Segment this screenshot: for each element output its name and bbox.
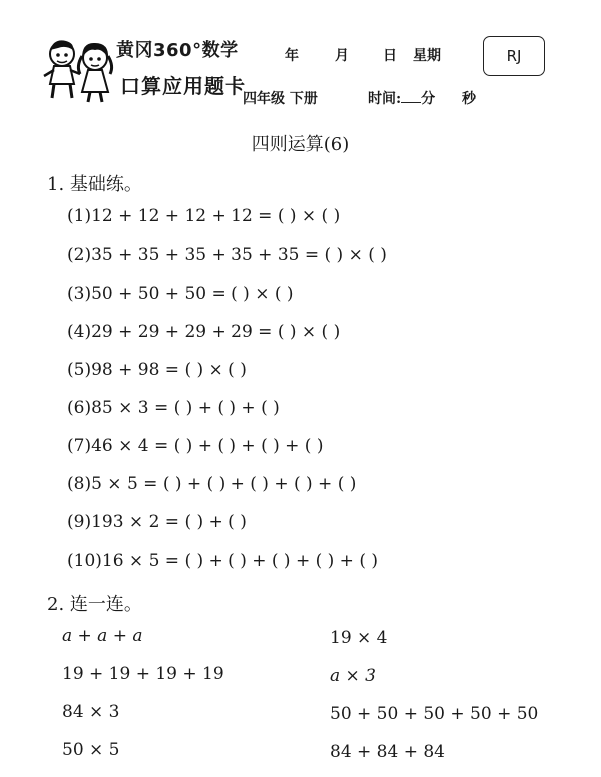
year-label: 年 <box>285 48 299 64</box>
section2-heading: 2. 连一连。 <box>47 594 142 615</box>
brand-title: 黄冈360°数学 <box>116 40 239 61</box>
problem-3: (3)50 + 50 + 50 = ( ) × ( ) <box>67 284 294 304</box>
problem-9: (9)193 × 2 = ( ) + ( ) <box>67 512 247 532</box>
match-left-1[interactable]: a + a + a <box>62 626 143 646</box>
time-field <box>368 88 435 108</box>
time-blank <box>401 90 421 103</box>
problem-8: (8)5 × 5 = ( ) + ( ) + ( ) + ( ) + ( ) <box>67 474 357 494</box>
month-label: 月 <box>335 48 349 64</box>
problem-1: (1)12 + 12 + 12 + 12 = ( ) × ( ) <box>67 206 341 226</box>
edition-badge <box>483 36 545 76</box>
match-right-1[interactable]: 19 × 4 <box>330 628 388 648</box>
seconds-label: 秒 <box>462 91 476 107</box>
problem-10: (10)16 × 5 = ( ) + ( ) + ( ) + ( ) + ( ) <box>67 551 378 571</box>
match-left-4[interactable]: 50 × 5 <box>62 740 120 760</box>
match-right-4[interactable]: 84 + 84 + 84 <box>330 742 445 762</box>
problem-7: (7)46 × 4 = ( ) + ( ) + ( ) + ( ) <box>67 436 324 456</box>
problem-2: (2)35 + 35 + 35 + 35 + 35 = ( ) × ( ) <box>67 245 387 265</box>
brand-subtitle: 口算应用题卡 <box>120 74 246 98</box>
grade-label: 四年级 下册 <box>243 91 318 107</box>
page-title: 四则运算(6) <box>251 134 350 155</box>
match-right-2-text: a × 3 <box>330 666 377 686</box>
match-left-3[interactable]: 84 × 3 <box>62 702 120 722</box>
match-right-2[interactable] <box>330 666 376 686</box>
match-left-2[interactable]: 19 + 19 + 19 + 19 <box>62 664 224 684</box>
section1-heading: 1. 基础练。 <box>47 174 142 195</box>
minutes-label: 分 <box>421 91 436 107</box>
day-label: 日 <box>383 48 397 64</box>
problem-6: (6)85 × 3 = ( ) + ( ) + ( ) <box>67 398 280 418</box>
edition-text: RJ <box>506 47 522 65</box>
problem-5: (5)98 + 98 = ( ) × ( ) <box>67 360 247 380</box>
time-label: 时间: <box>368 91 402 107</box>
cartoon-kids-logo <box>40 36 118 106</box>
problem-4: (4)29 + 29 + 29 + 29 = ( ) × ( ) <box>67 322 341 342</box>
weekday-label: 星期 <box>413 48 441 64</box>
match-right-3[interactable]: 50 + 50 + 50 + 50 + 50 <box>330 704 539 724</box>
